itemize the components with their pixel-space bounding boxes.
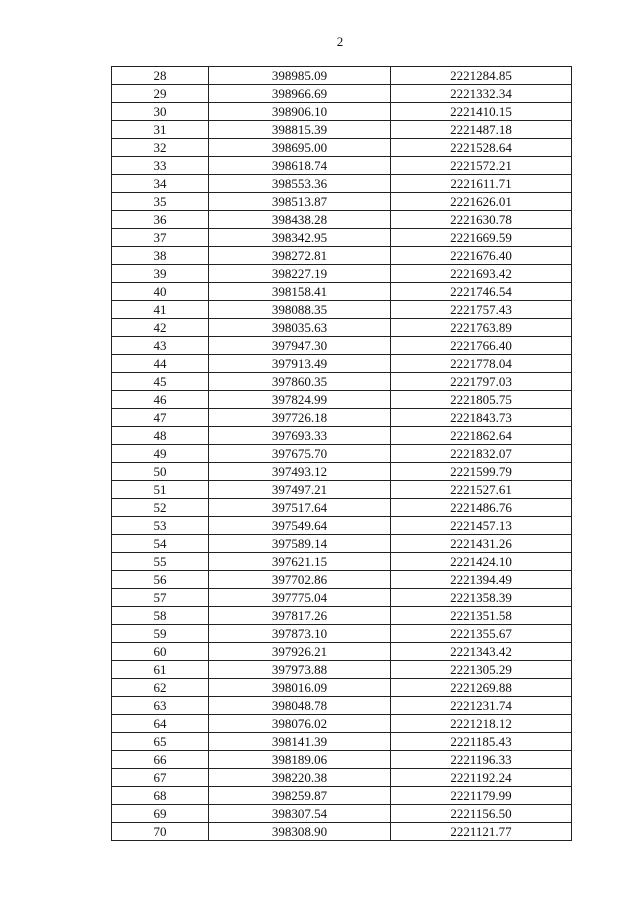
y-coordinate-cell: 2221410.15 xyxy=(391,103,572,121)
y-coordinate-cell: 2221358.39 xyxy=(391,589,572,607)
y-coordinate-cell: 2221757.43 xyxy=(391,301,572,319)
x-coordinate-cell: 397973.88 xyxy=(209,661,391,679)
point-number-cell: 51 xyxy=(112,481,209,499)
table-row xyxy=(112,265,572,283)
x-coordinate-cell: 397517.64 xyxy=(209,499,391,517)
point-number-cell: 33 xyxy=(112,157,209,175)
x-coordinate-cell: 398815.39 xyxy=(209,121,391,139)
x-coordinate-cell: 398220.38 xyxy=(209,769,391,787)
x-coordinate-cell: 398272.81 xyxy=(209,247,391,265)
y-coordinate-cell: 2221746.54 xyxy=(391,283,572,301)
table-row xyxy=(112,751,572,769)
table-row xyxy=(112,409,572,427)
x-coordinate-cell: 398158.41 xyxy=(209,283,391,301)
y-coordinate-cell: 2221676.40 xyxy=(391,247,572,265)
point-number-cell: 66 xyxy=(112,751,209,769)
x-coordinate-cell: 397589.14 xyxy=(209,535,391,553)
point-number-cell: 34 xyxy=(112,175,209,193)
table-row xyxy=(112,301,572,319)
table-row xyxy=(112,355,572,373)
table-row xyxy=(112,211,572,229)
point-number-cell: 38 xyxy=(112,247,209,265)
x-coordinate-cell: 397702.86 xyxy=(209,571,391,589)
point-number-cell: 44 xyxy=(112,355,209,373)
y-coordinate-cell: 2221394.49 xyxy=(391,571,572,589)
point-number-cell: 42 xyxy=(112,319,209,337)
x-coordinate-cell: 397873.10 xyxy=(209,625,391,643)
y-coordinate-cell: 2221457.13 xyxy=(391,517,572,535)
table-row xyxy=(112,193,572,211)
y-coordinate-cell: 2221355.67 xyxy=(391,625,572,643)
table-row xyxy=(112,427,572,445)
table-row xyxy=(112,769,572,787)
y-coordinate-cell: 2221527.61 xyxy=(391,481,572,499)
point-number-cell: 70 xyxy=(112,823,209,841)
point-number-cell: 57 xyxy=(112,589,209,607)
x-coordinate-cell: 397926.21 xyxy=(209,643,391,661)
y-coordinate-cell: 2221626.01 xyxy=(391,193,572,211)
y-coordinate-cell: 2221832.07 xyxy=(391,445,572,463)
y-coordinate-cell: 2221218.12 xyxy=(391,715,572,733)
point-number-cell: 30 xyxy=(112,103,209,121)
x-coordinate-cell: 398985.09 xyxy=(209,67,391,85)
table-row xyxy=(112,499,572,517)
y-coordinate-cell: 2221305.29 xyxy=(391,661,572,679)
table-row xyxy=(112,481,572,499)
point-number-cell: 59 xyxy=(112,625,209,643)
y-coordinate-cell: 2221487.18 xyxy=(391,121,572,139)
table-row xyxy=(112,463,572,481)
point-number-cell: 28 xyxy=(112,67,209,85)
point-number-cell: 50 xyxy=(112,463,209,481)
x-coordinate-cell: 398618.74 xyxy=(209,157,391,175)
point-number-cell: 37 xyxy=(112,229,209,247)
table-row xyxy=(112,121,572,139)
y-coordinate-cell: 2221862.64 xyxy=(391,427,572,445)
point-number-cell: 61 xyxy=(112,661,209,679)
y-coordinate-cell: 2221843.73 xyxy=(391,409,572,427)
y-coordinate-cell: 2221231.74 xyxy=(391,697,572,715)
point-number-cell: 29 xyxy=(112,85,209,103)
table-row xyxy=(112,175,572,193)
y-coordinate-cell: 2221572.21 xyxy=(391,157,572,175)
x-coordinate-cell: 397775.04 xyxy=(209,589,391,607)
point-number-cell: 31 xyxy=(112,121,209,139)
x-coordinate-cell: 398048.78 xyxy=(209,697,391,715)
table-row xyxy=(112,571,572,589)
point-number-cell: 48 xyxy=(112,427,209,445)
table-row xyxy=(112,283,572,301)
table-row xyxy=(112,139,572,157)
table-row xyxy=(112,247,572,265)
point-number-cell: 53 xyxy=(112,517,209,535)
point-number-cell: 47 xyxy=(112,409,209,427)
point-number-cell: 64 xyxy=(112,715,209,733)
y-coordinate-cell: 2221192.24 xyxy=(391,769,572,787)
table-row xyxy=(112,679,572,697)
table-row xyxy=(112,553,572,571)
x-coordinate-cell: 398342.95 xyxy=(209,229,391,247)
point-number-cell: 32 xyxy=(112,139,209,157)
x-coordinate-cell: 398016.09 xyxy=(209,679,391,697)
y-coordinate-cell: 2221284.85 xyxy=(391,67,572,85)
y-coordinate-cell: 2221763.89 xyxy=(391,319,572,337)
y-coordinate-cell: 2221196.33 xyxy=(391,751,572,769)
y-coordinate-cell: 2221693.42 xyxy=(391,265,572,283)
y-coordinate-cell: 2221424.10 xyxy=(391,553,572,571)
x-coordinate-cell: 398438.28 xyxy=(209,211,391,229)
point-number-cell: 35 xyxy=(112,193,209,211)
table-row xyxy=(112,733,572,751)
point-number-cell: 41 xyxy=(112,301,209,319)
x-coordinate-cell: 397817.26 xyxy=(209,607,391,625)
point-number-cell: 65 xyxy=(112,733,209,751)
x-coordinate-cell: 397947.30 xyxy=(209,337,391,355)
x-coordinate-cell: 398035.63 xyxy=(209,319,391,337)
x-coordinate-cell: 398695.00 xyxy=(209,139,391,157)
point-number-cell: 39 xyxy=(112,265,209,283)
x-coordinate-cell: 398308.90 xyxy=(209,823,391,841)
y-coordinate-cell: 2221185.43 xyxy=(391,733,572,751)
x-coordinate-cell: 398259.87 xyxy=(209,787,391,805)
table-row xyxy=(112,697,572,715)
y-coordinate-cell: 2221121.77 xyxy=(391,823,572,841)
table-row xyxy=(112,715,572,733)
y-coordinate-cell: 2221431.26 xyxy=(391,535,572,553)
y-coordinate-cell: 2221766.40 xyxy=(391,337,572,355)
x-coordinate-cell: 398906.10 xyxy=(209,103,391,121)
y-coordinate-cell: 2221486.76 xyxy=(391,499,572,517)
table-row xyxy=(112,103,572,121)
y-coordinate-cell: 2221156.50 xyxy=(391,805,572,823)
x-coordinate-cell: 397497.21 xyxy=(209,481,391,499)
point-number-cell: 63 xyxy=(112,697,209,715)
table-row xyxy=(112,823,572,841)
y-coordinate-cell: 2221669.59 xyxy=(391,229,572,247)
y-coordinate-cell: 2221797.03 xyxy=(391,373,572,391)
y-coordinate-cell: 2221805.75 xyxy=(391,391,572,409)
table-row xyxy=(112,517,572,535)
x-coordinate-cell: 398227.19 xyxy=(209,265,391,283)
table-row xyxy=(112,229,572,247)
x-coordinate-cell: 398553.36 xyxy=(209,175,391,193)
point-number-cell: 43 xyxy=(112,337,209,355)
point-number-cell: 54 xyxy=(112,535,209,553)
y-coordinate-cell: 2221343.42 xyxy=(391,643,572,661)
y-coordinate-cell: 2221179.99 xyxy=(391,787,572,805)
y-coordinate-cell: 2221351.58 xyxy=(391,607,572,625)
x-coordinate-cell: 398141.39 xyxy=(209,733,391,751)
y-coordinate-cell: 2221528.64 xyxy=(391,139,572,157)
x-coordinate-cell: 398076.02 xyxy=(209,715,391,733)
point-number-cell: 67 xyxy=(112,769,209,787)
x-coordinate-cell: 398189.06 xyxy=(209,751,391,769)
table-row xyxy=(112,337,572,355)
point-number-cell: 49 xyxy=(112,445,209,463)
table-row xyxy=(112,661,572,679)
table-row xyxy=(112,625,572,643)
page-number: 2 xyxy=(336,34,344,49)
y-coordinate-cell: 2221630.78 xyxy=(391,211,572,229)
table-row xyxy=(112,805,572,823)
table-row xyxy=(112,643,572,661)
point-number-cell: 60 xyxy=(112,643,209,661)
point-number-cell: 56 xyxy=(112,571,209,589)
point-number-cell: 36 xyxy=(112,211,209,229)
y-coordinate-cell: 2221611.71 xyxy=(391,175,572,193)
x-coordinate-cell: 397824.99 xyxy=(209,391,391,409)
x-coordinate-cell: 397549.64 xyxy=(209,517,391,535)
table-row xyxy=(112,787,572,805)
x-coordinate-cell: 397675.70 xyxy=(209,445,391,463)
point-number-cell: 45 xyxy=(112,373,209,391)
coordinates-table-body xyxy=(112,67,572,841)
x-coordinate-cell: 398513.87 xyxy=(209,193,391,211)
y-coordinate-cell: 2221332.34 xyxy=(391,85,572,103)
point-number-cell: 52 xyxy=(112,499,209,517)
y-coordinate-cell: 2221269.88 xyxy=(391,679,572,697)
point-number-cell: 62 xyxy=(112,679,209,697)
x-coordinate-cell: 397621.15 xyxy=(209,553,391,571)
point-number-cell: 69 xyxy=(112,805,209,823)
x-coordinate-cell: 397913.49 xyxy=(209,355,391,373)
table-row xyxy=(112,373,572,391)
table-row xyxy=(112,319,572,337)
x-coordinate-cell: 398966.69 xyxy=(209,85,391,103)
table-row xyxy=(112,445,572,463)
table-row xyxy=(112,391,572,409)
coordinates-table xyxy=(111,66,572,841)
point-number-cell: 68 xyxy=(112,787,209,805)
x-coordinate-cell: 397726.18 xyxy=(209,409,391,427)
x-coordinate-cell: 398307.54 xyxy=(209,805,391,823)
table-row xyxy=(112,67,572,85)
point-number-cell: 58 xyxy=(112,607,209,625)
table-row xyxy=(112,85,572,103)
point-number-cell: 40 xyxy=(112,283,209,301)
point-number-cell: 46 xyxy=(112,391,209,409)
x-coordinate-cell: 398088.35 xyxy=(209,301,391,319)
y-coordinate-cell: 2221599.79 xyxy=(391,463,572,481)
x-coordinate-cell: 397860.35 xyxy=(209,373,391,391)
table-row xyxy=(112,589,572,607)
point-number-cell: 55 xyxy=(112,553,209,571)
y-coordinate-cell: 2221778.04 xyxy=(391,355,572,373)
table-row xyxy=(112,157,572,175)
x-coordinate-cell: 397493.12 xyxy=(209,463,391,481)
table-row xyxy=(112,607,572,625)
table-row xyxy=(112,535,572,553)
x-coordinate-cell: 397693.33 xyxy=(209,427,391,445)
